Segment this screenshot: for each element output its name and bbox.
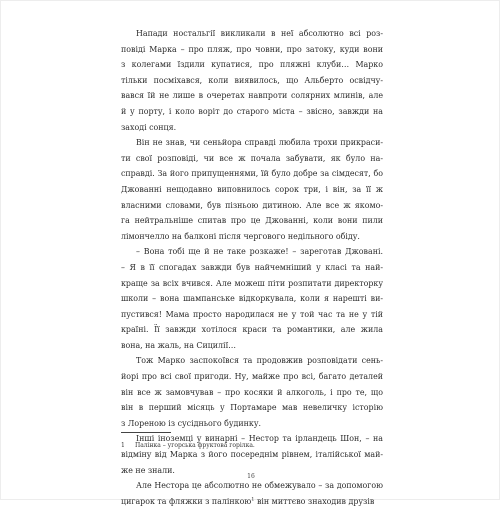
text-line: – Я в її спогадах завжди був найчемніший у класі та най- — [121, 262, 383, 272]
footnote-reference: 1 — [251, 496, 255, 503]
footnote — [121, 441, 383, 450]
text-line: вався їй не лише в очеретах навпроти солярних млинів, але — [121, 91, 383, 101]
footnote-text: Палінка – угорська фруктова горілка. — [135, 442, 255, 449]
text-line: з Лореною із сусіднього будинку. — [121, 418, 262, 428]
text-line: власними словами, був пізньою дитиною. Але все ж якомо- — [121, 200, 383, 210]
body-text — [121, 26, 383, 509]
text-line-content: цигарок та фляжки з палінкою — [121, 496, 252, 506]
footnote-number: 1 — [121, 442, 125, 449]
text-line: Інші іноземці у винарні – Нестор та ірландець Шон, – на — [136, 434, 383, 444]
text-line: Джованні нещодавно виповнилось сорок три, і він, за її ж — [121, 184, 383, 194]
text-line: Тож Марко заспокоївся та продовжив розповідати сень- — [136, 356, 383, 366]
text-line: повіді Марка – про пляж, про човни, про затоку, куди вони — [121, 44, 383, 54]
text-line: країні. Її завжди хотілося краси та романтики, але жила — [121, 325, 383, 335]
text-line: йорі про всі свої пригоди. Ну, майже про всі, багато деталей — [121, 372, 383, 382]
text-line: справді. За його припущеннями, їй було добре за сімдесят, бо — [121, 169, 383, 179]
text-line: заході сонця. — [121, 122, 177, 132]
text-line: га нейтральніше спитав про це Джованні, коли вони пили — [121, 216, 383, 226]
text-line: ти свої розповіді, чи все ж почала забувати, як було на- — [121, 153, 383, 163]
text-line: краще за всіх вчився. Але можеш піти розпитати директорку — [121, 278, 383, 288]
text-line: Він не знав, чи сеньйора справді любила трохи прикраси- — [136, 138, 383, 148]
text-line: він все ж замовчував – про косяки й алкоголь, і про те, що — [121, 387, 383, 397]
footnote-divider — [121, 432, 171, 433]
text-line: Напади ностальгії викликали в неї абсолютно всі роз- — [136, 29, 383, 38]
text-line: же не знали. — [121, 465, 175, 475]
text-line: пустився! Мама просто народилася не у той час та не у тій — [121, 309, 383, 319]
text-line: тільки посміхався, коли виявилось, що Альберто освідчу- — [121, 75, 383, 85]
text-line-content: він миттєво знаходив друзів — [254, 496, 375, 506]
text-line: й у порту, і коло воріт до старого міста – звісно, завжди на — [121, 106, 383, 116]
text-line: вона, на жаль, на Сицилії… — [121, 340, 236, 350]
text-line: лімончелло на балконі після чергового недільного обіду. — [121, 231, 360, 241]
text-line: Але Нестора це абсолютно не обмежувало – за допомогою — [136, 481, 383, 491]
text-line: відміну від Марка з його посереднім рівнем, італійської май- — [121, 450, 383, 460]
text-line: з колегами їздили купатися, про пляжні клуби… Марко — [121, 60, 383, 70]
page-number: 16 — [247, 473, 255, 480]
text-line: школи – вона шампанське відкоркувала, коли я нарешті ви- — [121, 294, 383, 304]
text-line: – Вона тобі ще й не таке розкаже! – зареготав Джовані. — [136, 247, 383, 257]
text-line: він в перший місяць у Портамаре мав невеличку історію — [121, 403, 383, 413]
text-line — [121, 494, 383, 509]
